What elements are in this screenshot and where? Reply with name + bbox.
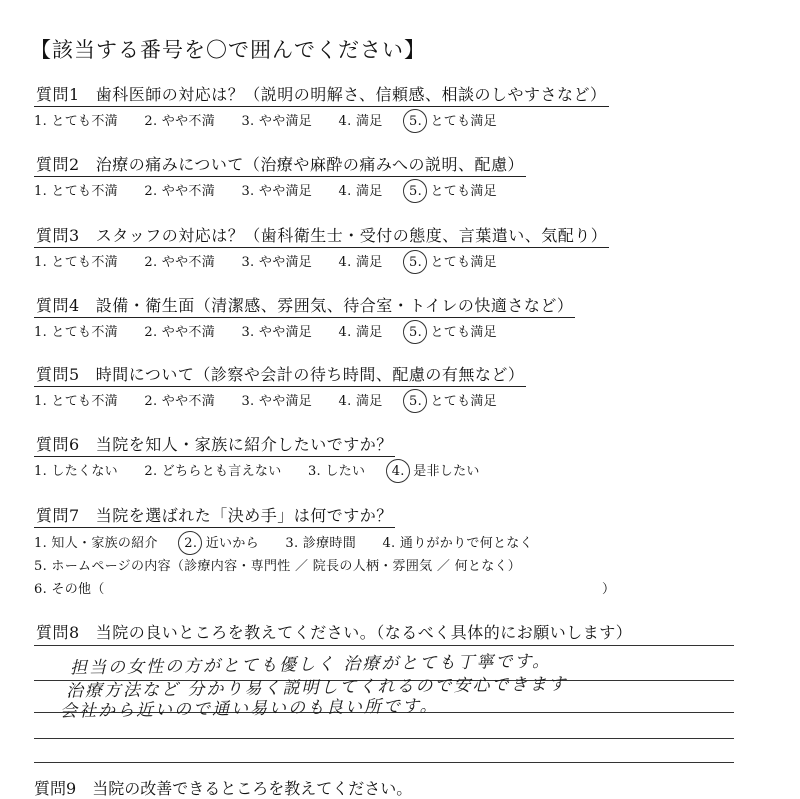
option-5-circled[interactable]: 5. (409, 114, 423, 129)
question-3 (34, 223, 609, 270)
option-6[interactable]: 6. その他（ (34, 582, 105, 597)
handwritten-answer-line-3: 会社から近いので通い易いのも良い所です。 (59, 696, 439, 722)
option-3[interactable]: 3. したい (307, 464, 366, 479)
answer-options (34, 390, 526, 409)
option-2[interactable]: 2. やや不満 (144, 325, 216, 340)
question-number: 質問4 (36, 296, 80, 315)
question-5 (34, 362, 526, 409)
answer-line (34, 645, 734, 646)
option-5-circled[interactable]: 5. (409, 394, 423, 409)
question-text: 設備・衛生面（清潔感、雰囲気、待合室・トイレの快適さなど） (95, 296, 574, 315)
answer-options-row-1 (34, 532, 533, 551)
answer-line (34, 762, 734, 763)
option-5-label: とても満足 (430, 325, 497, 340)
option-6-row (34, 578, 616, 597)
option-2[interactable]: 2. どちらとも言えない (144, 464, 282, 479)
question-9 (34, 776, 412, 799)
question-number: 質問7 (36, 506, 80, 525)
answer-options (34, 460, 480, 479)
question-number: 質問5 (36, 365, 80, 384)
option-2[interactable]: 2. やや不満 (144, 394, 216, 409)
answer-options (34, 180, 526, 199)
question-text: スタッフの対応は？（歯科衛生士・受付の態度、言葉遣い、気配り） (95, 226, 608, 245)
question-text: 治療の痛みについて（治療や麻酔の痛みへの説明、配慮） (95, 155, 525, 174)
option-2-label: 近いから (205, 536, 259, 551)
option-4[interactable]: 4. 満足 (338, 255, 383, 270)
question-number: 質問1 (36, 85, 80, 104)
option-4[interactable]: 4. 満足 (338, 184, 383, 199)
option-4[interactable]: 4. 満足 (338, 394, 383, 409)
option-3[interactable]: 3. やや満足 (241, 184, 313, 199)
option-3[interactable]: 3. やや満足 (241, 255, 313, 270)
question-7 (34, 503, 616, 597)
question-number: 質問6 (36, 435, 80, 454)
question-text: 当院を知人・家族に紹介したいですか？ (95, 435, 393, 454)
option-3[interactable]: 3. 診療時間 (285, 536, 357, 551)
form-instruction-header: 【該当する番号を〇で囲んでください】 (30, 38, 426, 62)
option-1[interactable]: 1. 知人・家族の紹介 (34, 536, 158, 551)
answer-options (34, 321, 575, 340)
option-1[interactable]: 1. とても不満 (34, 114, 118, 129)
option-3[interactable]: 3. やや満足 (241, 394, 313, 409)
question-6 (34, 432, 480, 479)
answer-options (34, 251, 609, 270)
option-5-circled[interactable]: 5. (409, 325, 423, 340)
option-5[interactable]: 5. ホームページの内容（診療内容・専門性 ／ 院長の人柄・雰囲気 ／ 何となく） (34, 559, 522, 574)
option-5-circled[interactable]: 5. (409, 255, 423, 270)
option-4-circled[interactable]: 4. (391, 464, 405, 479)
option-3[interactable]: 3. やや満足 (241, 325, 313, 340)
question-2 (34, 152, 526, 199)
option-4-label: 是非したい (413, 464, 480, 479)
answer-line (34, 738, 734, 739)
question-number: 質問9 (34, 779, 77, 798)
option-1[interactable]: 1. とても不満 (34, 184, 118, 199)
handwritten-answer-line-1: 担当の女性の方がとても優しく 治療がとても丁寧です。 (69, 651, 552, 679)
option-1[interactable]: 1. したくない (34, 464, 118, 479)
question-text: 当院の改善できるところを教えてください。 (92, 779, 413, 798)
option-5-label: とても満足 (430, 394, 497, 409)
option-1[interactable]: 1. とても不満 (34, 394, 118, 409)
option-5-label: とても満足 (430, 184, 497, 199)
option-5-circled[interactable]: 5. (409, 184, 423, 199)
question-number: 質問8 (36, 623, 80, 642)
option-3[interactable]: 3. やや満足 (241, 114, 313, 129)
question-text: 時間について（診察や会計の待ち時間、配慮の有無など） (95, 365, 525, 384)
option-4[interactable]: 4. 満足 (338, 114, 383, 129)
question-text: 当院の良いところを教えてください。（なるべく具体的にお願いします） (95, 623, 633, 642)
option-4[interactable]: 4. 通りがかりで何となく (382, 536, 533, 551)
option-4[interactable]: 4. 満足 (338, 325, 383, 340)
option-5-label: とても満足 (430, 114, 497, 129)
answer-options (34, 110, 609, 129)
option-2[interactable]: 2. やや不満 (144, 184, 216, 199)
option-6-close-paren: ） (602, 582, 616, 597)
question-8 (34, 620, 634, 644)
option-5-label: とても満足 (430, 255, 497, 270)
question-1 (34, 82, 609, 129)
question-4 (34, 293, 575, 340)
option-2-circled[interactable]: 2. (184, 536, 198, 551)
question-text: 歯科医師の対応は？（説明の明解さ、信頼感、相談のしやすさなど） (95, 85, 607, 104)
question-text: 当院を選ばれた「決め手」は何ですか？ (95, 506, 393, 525)
option-2[interactable]: 2. やや不満 (144, 114, 216, 129)
question-number: 質問2 (36, 155, 80, 174)
handwritten-answer-line-2: 治療方法など 分かり易く説明してくれるので安心できます (65, 674, 568, 702)
question-number: 質問3 (36, 226, 80, 245)
option-1[interactable]: 1. とても不満 (34, 255, 118, 270)
option-1[interactable]: 1. とても不満 (34, 325, 118, 340)
option-2[interactable]: 2. やや不満 (144, 255, 216, 270)
